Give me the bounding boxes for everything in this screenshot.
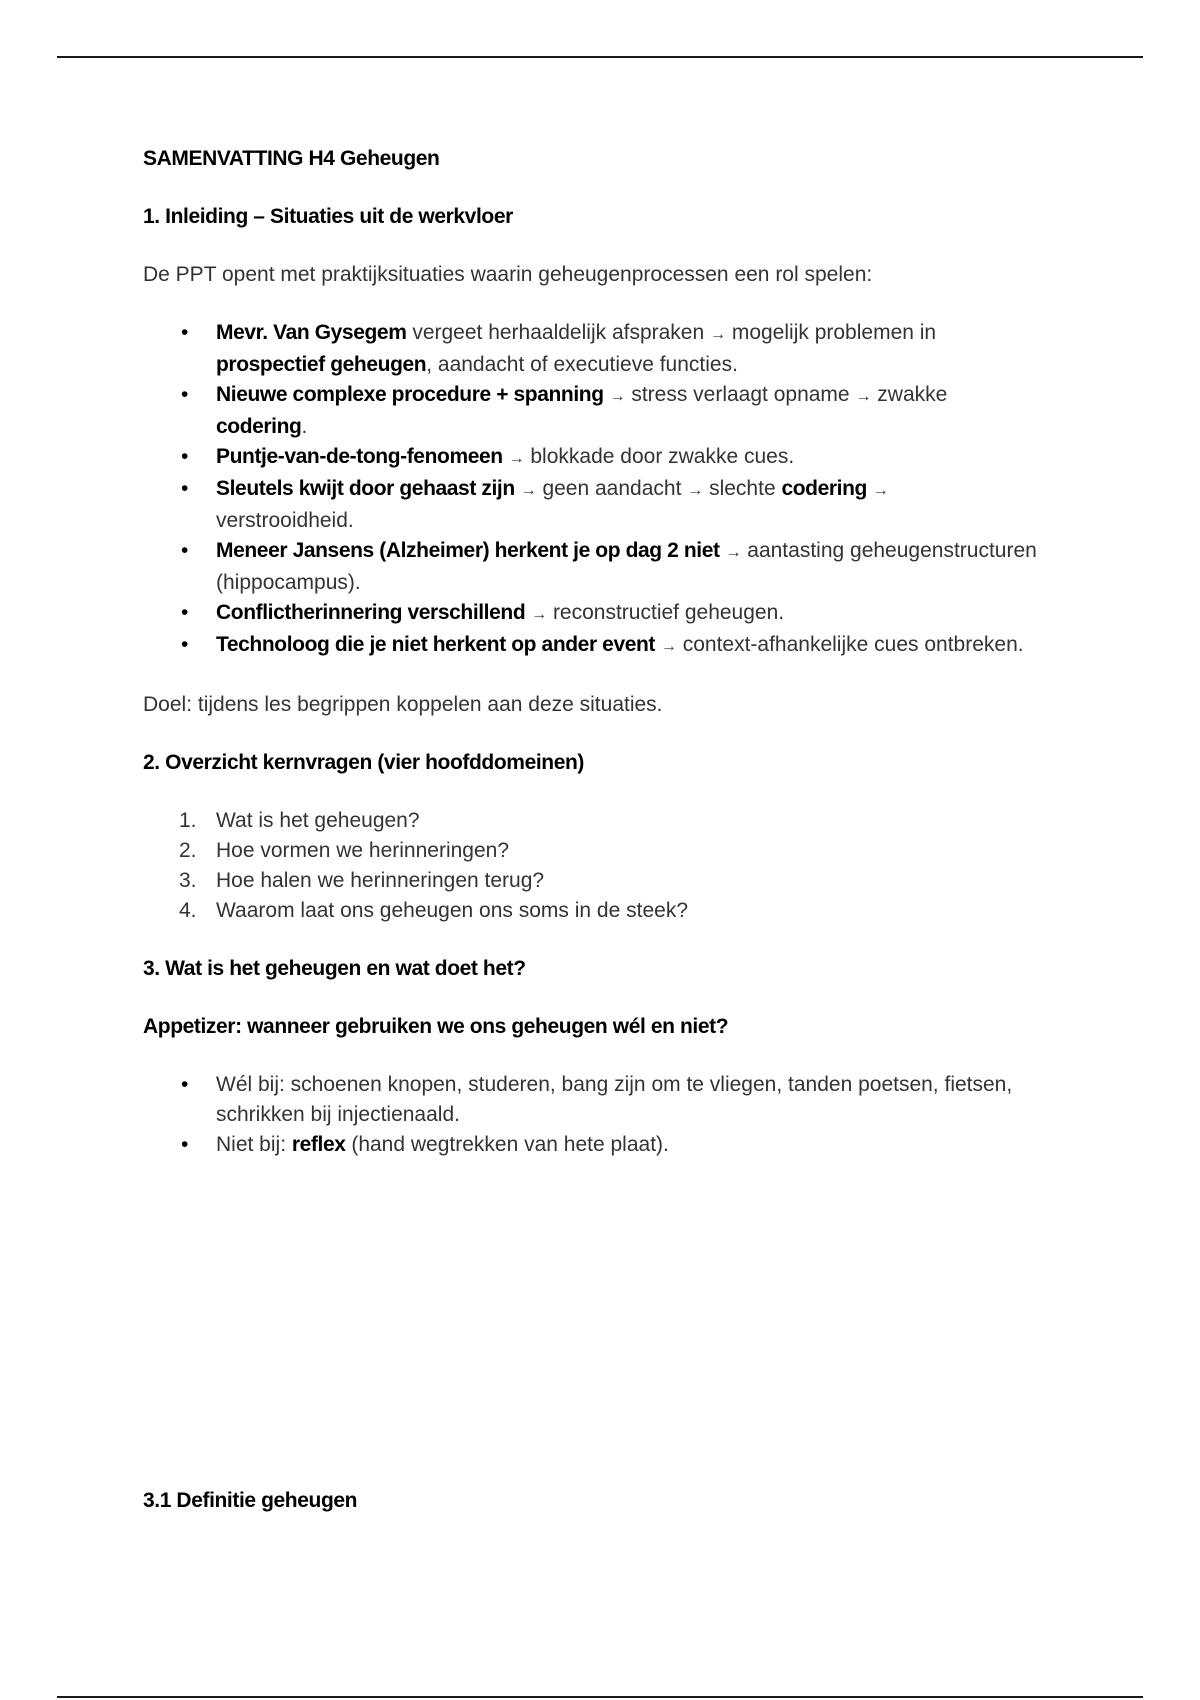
list-item [143,806,1043,836]
appetizer-list [143,1070,1043,1160]
item-text: , aandacht of executieve functies. [426,353,738,376]
bold-term: Puntje-van-de-tong-fenomeen [216,445,503,468]
item-text: context-afhankelijke cues ontbreken. [676,633,1024,656]
bold-term: codering [781,477,867,500]
arrow-right-icon: → [872,482,889,499]
bottom-rule [57,1696,1143,1698]
arrow-right-icon: → [725,544,742,561]
item-text: aantasting geheugenstructuren (hippocampus). [216,539,1037,594]
section-3-heading: 3. Wat is het geheugen en wat doet het? [143,957,526,980]
list-number: 4. [179,899,197,922]
arrow-right-icon: → [520,482,537,499]
bullet-icon: • [181,321,189,344]
list-item [143,1070,1043,1130]
bullet-icon: • [181,1073,189,1096]
key-questions-list [143,806,1043,926]
bold-term: reflex [291,1133,346,1156]
item-text: (hand wegtrekken van hete plaat). [345,1133,669,1156]
bullet-icon: • [181,601,189,624]
list-item [143,836,1043,866]
item-text: reconstructief geheugen. [547,601,785,624]
item-text: Niet bij: [216,1133,292,1156]
section-2-heading: 2. Overzicht kernvragen (vier hoofddomeinen) [143,751,585,774]
bold-term: Nieuwe complexe procedure + spanning [216,383,604,406]
item-text: geen aandacht [536,477,688,500]
bold-term: codering [216,415,302,438]
item-text: . [301,415,308,438]
arrow-right-icon: → [508,450,525,467]
appetizer-heading: Appetizer: wanneer gebruiken we ons geheugen wél en niet? [143,1015,729,1038]
list-number: 1. [179,809,197,832]
list-number: 2. [179,839,197,862]
list-item [143,536,1043,598]
list-item [143,1130,1043,1160]
list-item [143,598,1043,630]
bullet-icon: • [181,633,189,656]
bold-term: Meneer Jansens (Alzheimer) herkent je op dag 2 niet [216,539,720,562]
item-text: vergeet herhaaldelijk afspraken [406,321,710,344]
section-1-intro: De PPT opent met praktijksituaties waarin geheugenprocessen een rol spelen: [143,263,873,286]
item-text: mogelijk problemen in [726,321,937,344]
list-item [143,318,1043,380]
bullet-icon: • [181,445,189,468]
arrow-right-icon: → [710,326,726,343]
list-item [143,896,1043,926]
arrow-right-icon: → [531,606,548,623]
item-text: Wat is het geheugen? [216,809,420,832]
top-rule [57,56,1143,58]
arrow-right-icon: → [609,388,626,405]
situations-list [143,318,1043,662]
item-text: Hoe halen we herinneringen terug? [216,869,545,892]
bullet-icon: • [181,1133,189,1156]
item-text: Hoe vormen we herinneringen? [216,839,510,862]
item-text: Waarom laat ons geheugen ons soms in de steek? [216,899,688,922]
list-item [143,442,1043,474]
bold-term: Mevr. Van Gysegem [216,321,407,344]
arrow-right-icon: → [660,638,677,655]
arrow-right-icon: → [687,482,704,499]
item-text: zwakke [871,383,948,406]
bullet-icon: • [181,383,189,406]
document-body [143,144,1043,1160]
item-text: verstrooidheid. [216,509,354,532]
item-text: slechte [703,477,782,500]
item-text: Wél bij: schoenen knopen, studeren, bang zijn om te vliegen, tanden poetsen, fietsen, schrikken bij injectienaald. [216,1073,1013,1126]
bullet-icon: • [181,539,189,562]
bold-term: Conflictherinnering verschillend [216,601,526,624]
arrow-right-icon: → [855,388,872,405]
section-1-goal: Doel: tijdens les begrippen koppelen aan deze situaties. [143,693,663,716]
section-1-heading: 1. Inleiding – Situaties uit de werkvloer [143,205,513,228]
list-item [143,866,1043,896]
bold-term: prospectief geheugen [216,353,427,376]
list-item [143,474,1043,536]
list-item [143,380,1043,442]
item-text: stress verlaagt opname [625,383,856,406]
item-text: blokkade door zwakke cues. [524,445,795,468]
section-3-1-heading: 3.1 Definitie geheugen [143,1489,358,1512]
document-title: SAMENVATTING H4 Geheugen [143,147,440,170]
list-number: 3. [179,869,197,892]
bold-term: Technoloog die je niet herkent op ander event [216,633,656,656]
bold-term: Sleutels kwijt door gehaast zijn [216,477,515,500]
list-item [143,630,1043,662]
bullet-icon: • [181,477,189,500]
